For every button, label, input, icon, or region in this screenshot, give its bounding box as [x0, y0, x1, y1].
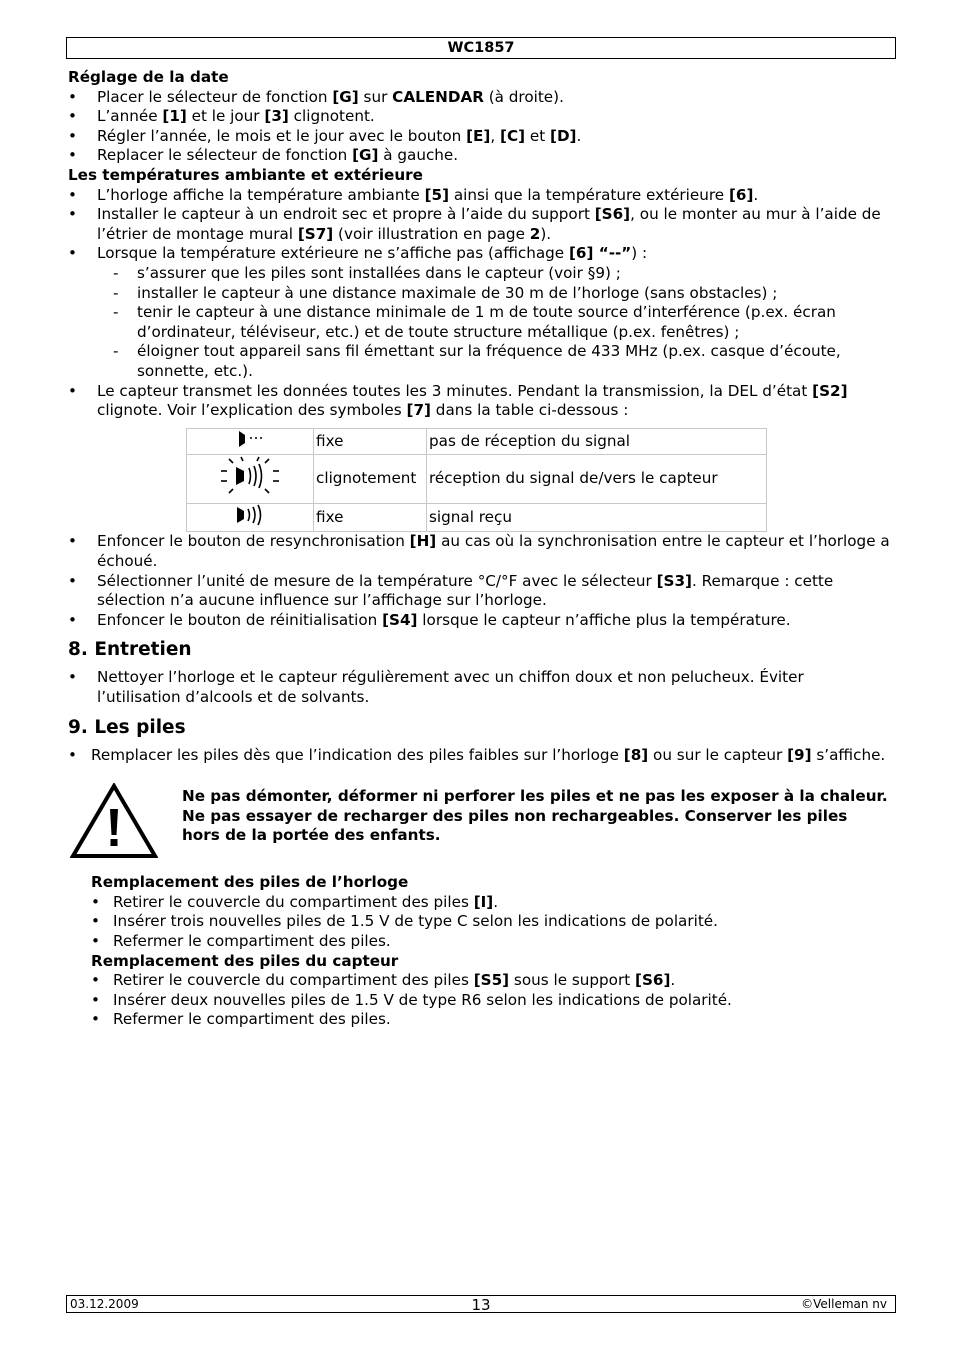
- page-header: [66, 37, 896, 59]
- horloge-title: Remplacement des piles de l’horloge: [91, 873, 409, 892]
- table-cell: signal reçu: [427, 503, 767, 532]
- table-cell: clignotement: [314, 455, 427, 504]
- list-item: • Enfoncer le bouton de resynchronisation [H] au cas où la synchronisation entre le capteur et l’horloge a échoué.: [68, 532, 890, 571]
- table-cell: fixe: [314, 428, 427, 455]
- list-item: • L’année [1] et le jour [3] clignotent.: [68, 107, 890, 127]
- footer-date: 03.12.2009: [70, 1297, 139, 1311]
- table-row: [187, 455, 767, 504]
- warning-block: [68, 783, 890, 863]
- list-item: • Le capteur transmet les données toutes les 3 minutes. Pendant la transmission, la DEL d’état [S2] clignote. Voir l’explication des symboles [7] dans la table ci-dessous :: [68, 382, 890, 421]
- dash-item: - tenir le capteur à une distance minimale de 1 m de toute source d’interférence (p.ex. écran d’ordinateur, téléviseur, etc.) et de toute structure métallique (p.ex. fenêtres) ;: [97, 303, 890, 342]
- list-item: • L’horloge affiche la température ambiante [5] ainsi que la température extérieure [6].: [68, 186, 890, 206]
- date-section-title: Réglage de la date: [68, 68, 229, 86]
- signal-blink-icon: [187, 455, 314, 504]
- page-footer: [66, 1295, 896, 1313]
- content: [68, 68, 890, 1030]
- list-item: • Retirer le couvercle du compartiment des piles [I].: [68, 893, 890, 913]
- temp-list-2: [68, 532, 890, 630]
- date-list: [68, 88, 890, 166]
- troubleshoot-list: [97, 264, 890, 382]
- table-row: [187, 503, 767, 532]
- piles-list: [68, 746, 890, 766]
- capteur-block: [91, 952, 890, 972]
- dash-item: - s’assurer que les piles sont installées dans le capteur (voir §9) ;: [97, 264, 890, 284]
- temp-list: [68, 186, 890, 421]
- symbol-table: [186, 428, 767, 533]
- horloge-list: [68, 893, 890, 952]
- list-item: • Installer le capteur à un endroit sec et propre à l’aide du support [S6], ou le monter au mur à l’aide de l’étrier de montage mural [S7] (voir illustration en page 2).: [68, 205, 890, 244]
- list-item: • Insérer deux nouvelles piles de 1.5 V de type R6 selon les indications de polarité.: [68, 991, 890, 1011]
- footer-copyright: ©Velleman nv: [801, 1297, 887, 1311]
- section-heading-piles: 9. Les piles: [68, 716, 186, 738]
- list-item: • Retirer le couvercle du compartiment des piles [S5] sous le support [S6].: [68, 971, 890, 991]
- signal-off-icon: [187, 428, 314, 455]
- warning-triangle-icon: [70, 783, 158, 859]
- section-heading-entretien: 8. Entretien: [68, 639, 192, 661]
- capteur-list: [68, 971, 890, 1030]
- list-item: • Régler l’année, le mois et le jour avec le bouton [E], [C] et [D].: [68, 127, 890, 147]
- model-name: WC1857: [447, 40, 515, 56]
- warning-text: Ne pas démonter, déformer ni perforer les piles et ne pas les exposer à la chaleur. Ne pas essayer de recharger des piles non rechargeables. Conserver les piles hors de la portée des enfants.: [182, 787, 888, 845]
- list-item: • Remplacer les piles dès que l’indication des piles faibles sur l’horloge [8] ou sur le capteur [9] s’affiche.: [68, 746, 890, 766]
- list-item: • Refermer le compartiment des piles.: [68, 932, 890, 952]
- table-cell: fixe: [314, 503, 427, 532]
- dash-item: - installer le capteur à une distance maximale de 30 m de l’horloge (sans obstacles) ;: [97, 284, 890, 304]
- list-item: • Sélectionner l’unité de mesure de la température °C/°F avec le sélecteur [S3]. Remarque : cette sélection n’a aucune influence sur l’affichage sur l’horloge.: [68, 572, 890, 611]
- signal-on-icon: [187, 503, 314, 532]
- table-cell: réception du signal de/vers le capteur: [427, 455, 767, 504]
- horloge-block: [91, 873, 890, 893]
- list-item: • Enfoncer le bouton de réinitialisation [S4] lorsque le capteur n’affiche plus la température.: [68, 611, 890, 631]
- list-item: • Lorsque la température extérieure ne s’affiche pas (affichage [6] “--”) : - s’assurer que les piles sont installées dans le capteur (voir §9) ; - installer le capteur à une distance maximale de 30 m de l’horloge (sans obstacles) ; - tenir le capteur à une distance minimale de 1 m de toute source d’interférence (p.ex. écran d’ordinateur, téléviseur, etc.) et de toute structure métallique (p.ex. fenêtres) ; - éloigner tout appareil sans fil émettant sur la fréquence de 433 MHz (p.ex. casque d’écoute, sonnette, etc.).: [68, 244, 890, 381]
- dash-item: - éloigner tout appareil sans fil émettant sur la fréquence de 433 MHz (p.ex. casque d’écoute, sonnette, etc.).: [97, 342, 890, 381]
- entretien-list: [68, 668, 890, 707]
- table-cell: pas de réception du signal: [427, 428, 767, 455]
- list-item: • Insérer trois nouvelles piles de 1.5 V de type C selon les indications de polarité.: [68, 912, 890, 932]
- list-item: • Replacer le sélecteur de fonction [G] à gauche.: [68, 146, 890, 166]
- list-item: • Nettoyer l’horloge et le capteur régulièrement avec un chiffon doux et non pelucheux. Éviter l’utilisation d’alcools et de solvants.: [68, 668, 890, 707]
- list-item: • Refermer le compartiment des piles.: [68, 1010, 890, 1030]
- page-number: 13: [471, 1296, 491, 1314]
- temp-section-title: Les températures ambiante et extérieure: [68, 165, 423, 184]
- list-item: • Placer le sélecteur de fonction [G] sur CALENDAR (à droite).: [68, 88, 890, 108]
- capteur-title: Remplacement des piles du capteur: [91, 951, 399, 970]
- table-row: [187, 428, 767, 455]
